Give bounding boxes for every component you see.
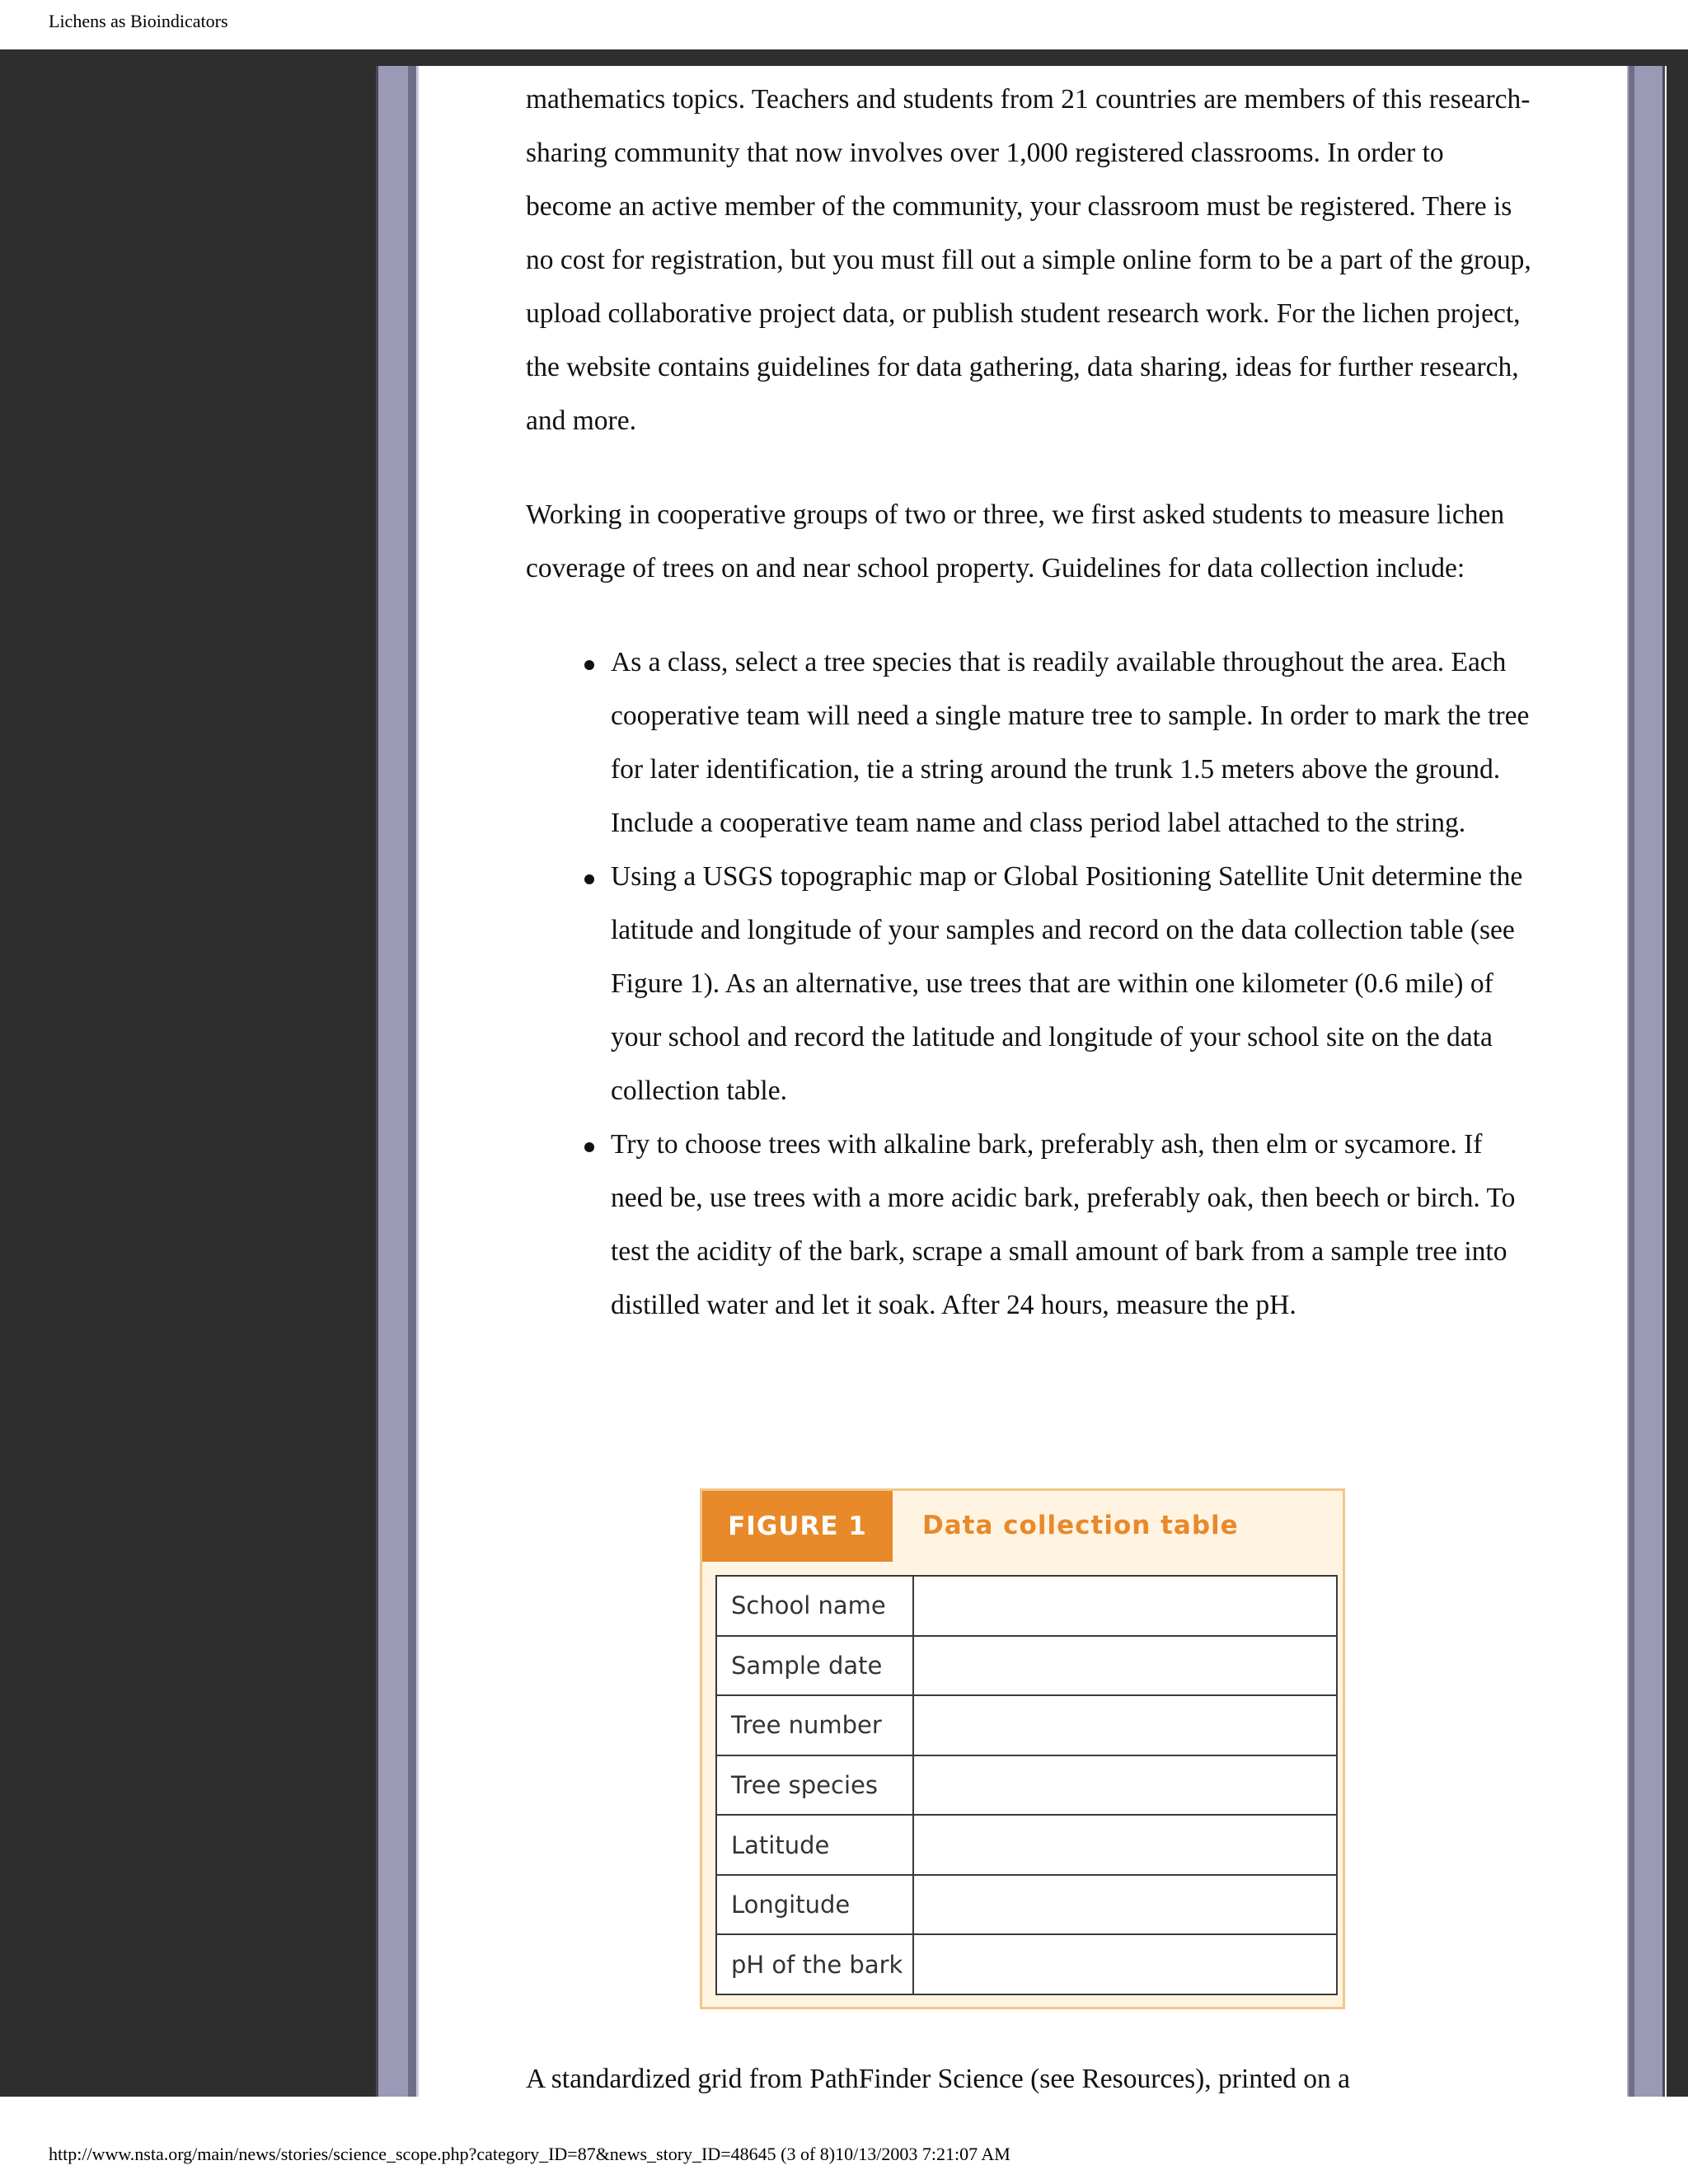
data-collection-table: [715, 1575, 1338, 1995]
blank-cell: [913, 1815, 1337, 1875]
article-body: [526, 73, 1531, 1332]
figure-label: FIGURE 1: [702, 1491, 893, 1562]
print-header: [0, 0, 1688, 49]
list-item: Try to choose trees with alkaline bark, preferably ash, then elm or sycamore. If need be, use trees with a more acidic bark, preferably oak, then beech or birch. To test the acidity of the bark, scrape a small amount of bark from a sample tree into distilled water and let it soak. After 24 hours, measure the pH.: [611, 1118, 1531, 1332]
blank-cell: [913, 1576, 1337, 1636]
row-label: Tree number: [716, 1695, 913, 1755]
paragraph-community: mathematics topics. Teachers and students from 21 countries are members of this research-sharing community that now involves over 1,000 registered classrooms. In order to become an active member of the community, your classroom must be registered. There is no cost for registration, but you must fill out a simple online form to be a part of the group, upload collaborative project data, or publish student research work. For the lichen project, the website contains guidelines for data gathering, data sharing, ideas for further research, and more.: [526, 84, 1531, 436]
source-url: http://www.nsta.org/main/news/stories/science_scope.php?category_ID=87&news_story_ID=48645 (3 of 8)10/13/2003 7:21:07 AM: [49, 2144, 1010, 2164]
blank-cell: [913, 1755, 1337, 1816]
table-row: [716, 1636, 1337, 1696]
guidelines-list: [526, 635, 1531, 1332]
blank-cell: [913, 1695, 1337, 1755]
left-border-bar: [376, 66, 419, 2097]
table-row: [716, 1815, 1337, 1875]
table-row: [716, 1576, 1337, 1636]
list-item: As a class, select a tree species that is readily available throughout the area. Each cooperative team will need a single mature tree to sample. In order to mark the tree for later identification, tie a string around the trunk 1.5 meters above the ground. Include a cooperative team name and class period label attached to the string.: [611, 635, 1531, 850]
row-label: School name: [716, 1576, 913, 1636]
table-row: [716, 1934, 1337, 1994]
blank-cell: [913, 1875, 1337, 1935]
paragraph-closing: A standardized grid from PathFinder Science (see Resources), printed on a: [526, 2064, 1351, 2094]
page-title: Lichens as Bioindicators: [49, 11, 228, 31]
row-label: Tree species: [716, 1755, 913, 1816]
row-label: pH of the bark: [716, 1934, 913, 1994]
row-label: Sample date: [716, 1636, 913, 1696]
row-label: Latitude: [716, 1815, 913, 1875]
table-row: [716, 1875, 1337, 1935]
print-footer: [0, 2097, 1688, 2184]
blank-cell: [913, 1934, 1337, 1994]
paragraph-cooperative-groups: Working in cooperative groups of two or three, we first asked students to measure lichen coverage of trees on and near school property. Guidelines for data collection include:: [526, 499, 1505, 583]
figure-1: [700, 1488, 1345, 2009]
right-border-bar: [1627, 66, 1665, 2097]
list-item: Using a USGS topographic map or Global Positioning Satellite Unit determine the latitude and longitude of your samples and record on the data collection table (see Figure 1). As an alternative, use trees that are within one kilometer (0.6 mile) of your school and record the latitude and longitude of your school site on the data collection table.: [611, 850, 1531, 1118]
row-label: Longitude: [716, 1875, 913, 1935]
figure-title: Data collection table: [922, 1511, 1239, 1540]
table-row: [716, 1695, 1337, 1755]
table-row: [716, 1755, 1337, 1816]
blank-cell: [913, 1636, 1337, 1696]
